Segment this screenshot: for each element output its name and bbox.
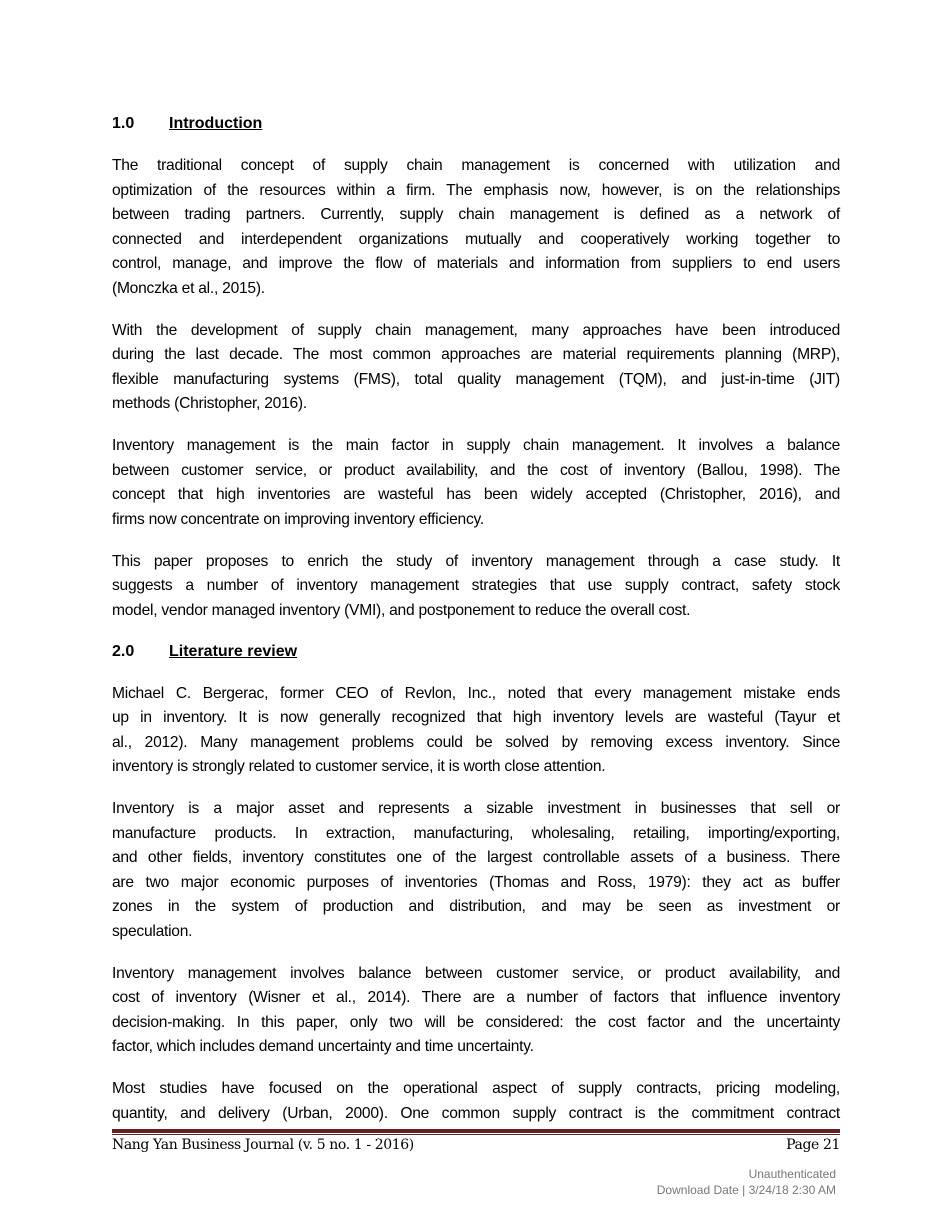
paragraph — [112, 319, 840, 417]
section-heading — [112, 641, 840, 663]
section-heading — [112, 113, 840, 135]
text-line: Most studies have focused on the operational aspect of supply contracts, pricing modeling, — [112, 1080, 840, 1097]
text-line: With the development of supply chain management, many approaches have been introduced — [112, 321, 840, 339]
footer-rule-thick — [112, 1129, 840, 1133]
text-line: quantity, and delivery (Urban, 2000). One common supply contract is the commitment contract — [112, 1104, 840, 1122]
section-title: Introduction — [169, 115, 263, 132]
text-line: factor, which includes demand uncertainty and time uncertainty. — [112, 1038, 534, 1055]
text-line: Inventory management is the main factor in supply chain management. It involves a balance — [112, 437, 840, 454]
section-title: Literature review — [169, 642, 298, 660]
text-line: speculation. — [112, 922, 193, 940]
text-line: connected and interdependent organizations mutually and cooperatively working together to — [112, 230, 840, 248]
text-line: firms now concentrate on improving inventory efficiency. — [112, 510, 484, 528]
text-line: suggests a number of inventory management strategies that use supply contract, safety stock — [112, 577, 840, 594]
text-line: flexible manufacturing systems (FMS), total quality management (TQM), and just-in-time (JIT) — [112, 370, 840, 388]
text-line: Inventory is a major asset and represents a sizable investment in businesses that sell or — [112, 800, 840, 817]
section-number: 1.0 — [112, 115, 135, 132]
text-line: decision-making. In this paper, only two will be considered: the cost factor and the uncertainty — [112, 1013, 840, 1031]
paragraph — [112, 682, 840, 780]
footer-rule-thin — [112, 1134, 840, 1135]
text-line: between customer service, or product availability, and the cost of inventory (Ballou, 1998). The — [112, 461, 840, 479]
footer-page-number: Page 21 — [786, 1137, 840, 1153]
text-line: optimization of the resources within a firm. The emphasis now, however, is on the relationships — [112, 181, 840, 199]
text-line: model, vendor managed inventory (VMI), and postponement to reduce the overall cost. — [112, 601, 691, 619]
text-line: This paper proposes to enrich the study of inventory management through a case study. It — [112, 552, 840, 570]
paragraph — [112, 154, 840, 301]
text-line: cost of inventory (Wisner et al., 2014). There are a number of factors that influence inventory — [112, 989, 840, 1006]
text-line: control, manage, and improve the flow of materials and information from suppliers to end users — [112, 255, 840, 272]
paragraph — [112, 797, 840, 944]
stamp-auth: Unauthenticated — [748, 1167, 836, 1181]
text-line: inventory is strongly related to customer service, it is worth close attention. — [112, 758, 606, 775]
text-line: Inventory management involves balance between customer service, or product availability, and — [112, 964, 840, 982]
document-body — [112, 113, 840, 1144]
text-line: during the last decade. The most common approaches are material requirements planning (MRP), — [112, 346, 840, 363]
paragraph — [112, 550, 840, 624]
text-line: up in inventory. It is now generally recognized that high inventory levels are wasteful (Tayur et — [112, 709, 840, 726]
text-line: Michael C. Bergerac, former CEO of Revlon, Inc., noted that every management mistake ends — [112, 684, 840, 702]
text-line: concept that high inventories are wasteful has been widely accepted (Christopher, 2016), and — [112, 486, 840, 503]
text-line: are two major economic purposes of inventories (Thomas and Ross, 1979): they act as buffer — [112, 873, 840, 891]
paragraph — [112, 434, 840, 532]
text-line: The traditional concept of supply chain management is concerned with utilization and — [112, 157, 840, 174]
stamp-date: Download Date | 3/24/18 2:30 AM — [656, 1183, 836, 1197]
paragraph — [112, 962, 840, 1060]
footer-journal: Nang Yan Business Journal (v. 5 no. 1 - 2016) — [112, 1137, 414, 1153]
text-line: manufacture products. In extraction, manufacturing, wholesaling, retailing, importing/exporting, — [112, 824, 840, 842]
section-number: 2.0 — [112, 642, 135, 660]
paragraph — [112, 1077, 840, 1126]
text-line: al., 2012). Many management problems could be solved by removing excess inventory. Since — [112, 733, 840, 751]
text-line: between trading partners. Currently, supply chain management is defined as a network of — [112, 206, 840, 223]
text-line: (Monczka et al., 2015). — [112, 279, 265, 297]
text-line: zones in the system of production and distribution, and may be seen as investment or — [112, 898, 840, 915]
text-line: and other fields, inventory constitutes one of the largest controllable assets of a business. There — [112, 849, 840, 866]
text-line: methods (Christopher, 2016). — [112, 395, 307, 412]
download-stamp — [657, 1166, 836, 1198]
